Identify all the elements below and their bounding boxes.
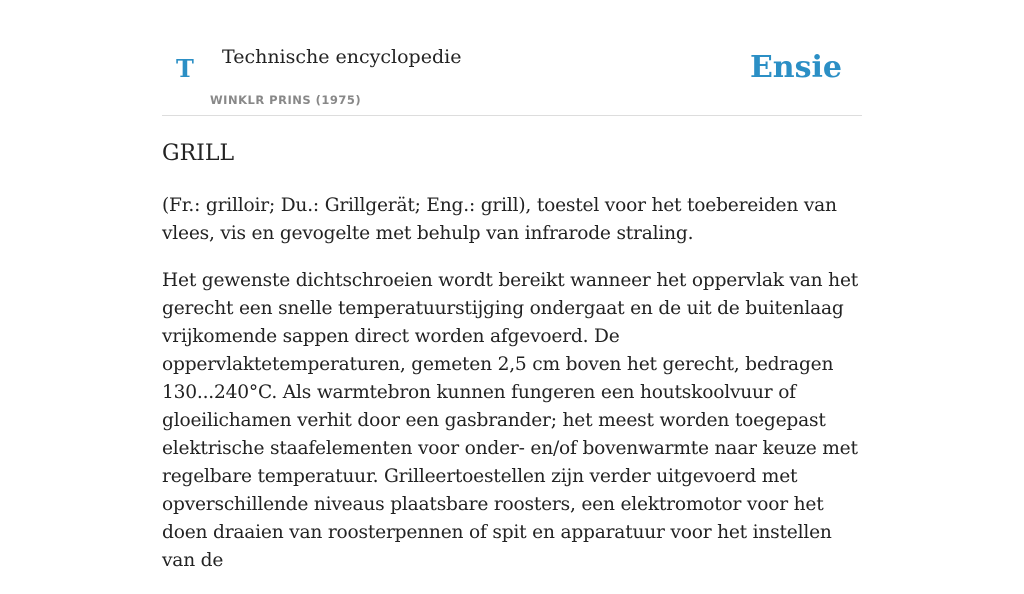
brand-logo-link[interactable]: Ensie <box>749 50 842 85</box>
source-logo: T <box>176 54 194 83</box>
source-title-link[interactable]: Technische encyclopedie <box>222 46 462 68</box>
entry-content <box>162 192 862 594</box>
source-subtitle: WINKLR PRINS (1975) <box>210 93 362 107</box>
source-header <box>162 38 862 116</box>
entry-title: GRILL <box>162 141 235 166</box>
entry-paragraph: Het gewenste dichtschroeien wordt bereikt wanneer het oppervlak van het gerecht een snelle temperatuurstijging ondergaat en de uit de buitenlaag vrijkomende sappen direct worden afgevoerd. De oppervlaktetemperaturen, gemeten 2,5 cm boven het gerecht, bedragen 130...240°C. Als warmtebron kunnen fungeren een houtskoolvuur of gloeilichamen verhit door een gasbrander; het meest worden toegepast elektrische staafelementen voor onder- en/of bovenwarmte naar keuze met regelbare temperatuur. Grilleertoestellen zijn verder uitgevoerd met opverschillende niveaus plaatsbare roosters, een elektromotor voor het doen draaien van roosterpennen of spit en apparatuur voor het instellen van de <box>162 270 859 571</box>
entry-paragraph: (Fr.: grilloir; Du.: Grillgerät; Eng.: grill), toestel voor het toebereiden van vlees, vis en gevogelte met behulp van infrarode straling. <box>162 195 837 244</box>
